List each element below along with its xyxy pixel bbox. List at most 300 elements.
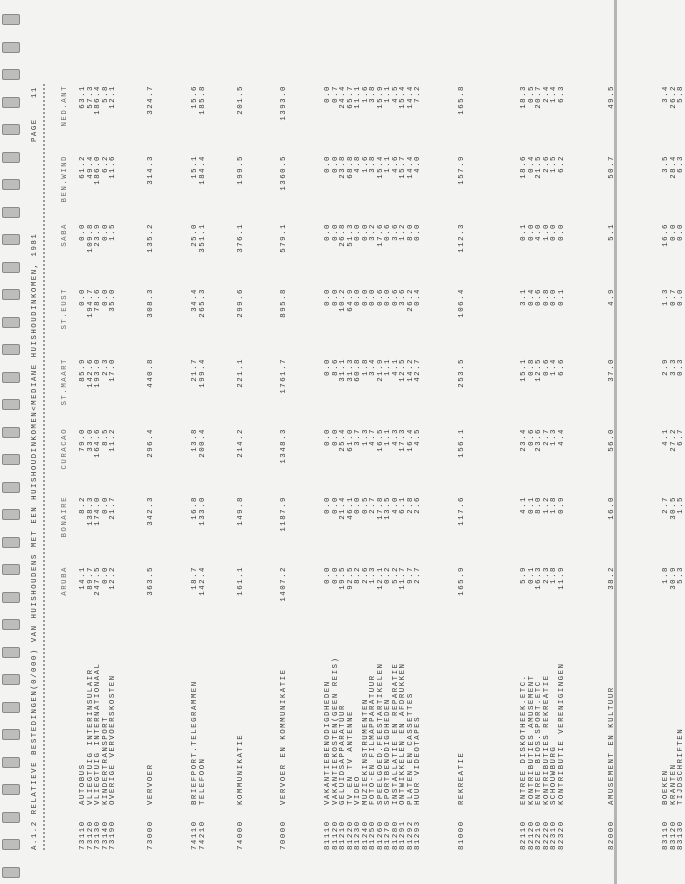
cell-value: 4.5 (414, 428, 422, 446)
table-title: A.1.2 RELATIEVE BESTEDINGEN(0/000) VAN HUISHOUDENS MET EEN HUISHOUDINKOMEN<MEDIANE HUISHOUDINKOMEN, 1981 (31, 232, 39, 850)
cell-value: 0.0 (331, 496, 340, 514)
row-label: VERVOER EN KOMMUNIKATIE (280, 668, 288, 805)
row-label: PLATEN EN CASSETTES (406, 692, 415, 805)
cell-value: 92.5 (346, 566, 355, 590)
cell-value: 184.4 (198, 155, 207, 185)
cell-value: 0.0 (79, 288, 87, 306)
row-label: BRIEFPORT.TELEGRAMMEN (191, 680, 199, 805)
cell-value: 27.2 (669, 428, 678, 452)
row-code: 83130 (677, 820, 685, 850)
cell-value: 6.3 (677, 155, 685, 173)
cell-value: 0.0 (331, 288, 340, 306)
cell-value: 193.0 (94, 358, 102, 388)
cell-value: 0.2 (384, 566, 392, 584)
cell-value: 199.4 (198, 358, 207, 388)
cell-value: 14.2 (406, 358, 415, 382)
cell-value: 11.6 (109, 155, 117, 179)
cell-value: 16.4 (406, 428, 415, 452)
row-code: 82110 (520, 820, 528, 850)
cell-value: 3.7 (354, 428, 362, 446)
cell-value: 6.2 (101, 155, 110, 173)
row-label: GELUIDSAPPARATUUR (339, 704, 347, 805)
row-label: KRANTEN (669, 763, 678, 805)
cell-value: 579.1 (280, 223, 288, 253)
row-code: 81000 (458, 820, 466, 850)
cell-value: 0.1 (527, 566, 536, 584)
cell-value: 1.1 (384, 85, 392, 103)
cell-value: 2.6 (542, 155, 551, 173)
cell-value: 1.1 (384, 155, 392, 173)
row-label: VAKANTIEBENODIGDHEDEN (324, 680, 332, 805)
cell-value: 26.2 (669, 85, 678, 109)
cell-value: 2.7 (542, 428, 551, 446)
cell-value: 106.4 (458, 288, 466, 318)
column-header: ST.MAART (61, 358, 69, 406)
row-code: 82000 (608, 820, 616, 850)
cell-value: 3.5 (662, 155, 670, 173)
cell-value: 5.8 (677, 85, 685, 103)
cell-value: 61.2 (79, 155, 87, 179)
cell-value: 15.4 (399, 85, 407, 109)
cell-value: 8.0 (535, 496, 543, 514)
cell-value: 221.1 (237, 358, 245, 388)
cell-value: 0.0 (550, 223, 558, 241)
cell-value: 3.8 (369, 85, 377, 103)
cell-value: 17.0 (109, 358, 117, 382)
cell-value: 34.4 (191, 288, 199, 312)
cell-value: 0.0 (324, 496, 332, 514)
cell-value: 165.9 (458, 566, 466, 596)
cell-value: 23.4 (520, 428, 528, 452)
cell-value: 2.3 (101, 358, 110, 376)
cell-value: 200.4 (198, 428, 207, 458)
cell-value: 1360.5 (280, 155, 288, 191)
cell-value: 25.4 (339, 428, 347, 452)
row-label: BOEKEN (662, 769, 670, 805)
cell-value: 0.6 (376, 288, 385, 306)
cell-value: 49.4 (86, 155, 95, 179)
cell-value: 50.7 (608, 155, 616, 179)
cell-value: 0.0 (101, 288, 110, 306)
cell-value: 156.1 (458, 428, 466, 458)
cell-value: 3.2 (369, 223, 377, 241)
column-header: NED.ANT (61, 85, 69, 127)
row-label: SPORTBENODIGDHEDEN (384, 698, 392, 805)
cell-value: 0.0 (677, 223, 685, 241)
cell-value: 2.3 (542, 566, 551, 584)
cell-value: 0.0 (324, 85, 332, 103)
cell-value: 25.0 (191, 223, 199, 247)
cell-value: 247.5 (94, 566, 102, 596)
row-code: 81280 (391, 820, 400, 850)
cell-value: 0.0 (527, 223, 536, 241)
cell-value: 56.0 (608, 428, 616, 452)
cell-value: 12.5 (535, 358, 543, 382)
cell-value: 1.3 (662, 288, 670, 306)
cell-value: 21.7 (191, 358, 199, 382)
cell-value: 0.0 (354, 496, 362, 514)
row-label: ONTWIKKELEN EN AFDRUKKEN (399, 662, 407, 805)
cell-value: 0.0 (324, 155, 332, 173)
cell-value: 1.3 (550, 428, 558, 446)
cell-value: 0.4 (414, 288, 422, 306)
cell-value: 63.1 (79, 85, 87, 109)
row-label: KINDERTRANSPORT (101, 715, 110, 805)
cell-value: 15.9 (376, 85, 385, 109)
cell-value: 117.6 (458, 496, 466, 526)
cell-value: 78.6 (94, 288, 102, 312)
row-code: 74000 (237, 820, 245, 850)
cell-value: 1.5 (109, 223, 117, 241)
cell-value: 0.7 (669, 288, 678, 306)
title-underline (43, 84, 45, 850)
cell-value: 1.3 (361, 428, 370, 446)
cell-value: 3.4 (369, 358, 377, 376)
cell-value: 15.4 (376, 155, 385, 179)
cell-value: 15.7 (399, 155, 407, 179)
row-code: 81110 (324, 820, 332, 850)
row-label: REKREATIE (458, 751, 466, 805)
cell-value: 265.3 (198, 288, 207, 318)
cell-value: 0.8 (542, 288, 551, 306)
cell-value: 142.4 (198, 566, 207, 596)
row-label: VAKANTIEKOSTEN(GEEN REIS) (331, 656, 340, 805)
cell-value: 0.0 (354, 223, 362, 241)
cell-value: 3.3 (669, 358, 678, 376)
cell-value: 0.0 (361, 223, 370, 241)
cell-value: 1.3 (369, 566, 377, 584)
cell-value: 0.1 (527, 496, 536, 514)
cell-value: 4.1 (520, 496, 528, 514)
cell-value: 4.1 (662, 428, 670, 446)
row-code: 81230 (354, 820, 362, 850)
row-label: TV EN TV ANTENNE (346, 710, 355, 805)
cell-value: 0.0 (324, 428, 332, 446)
cell-value: 135.2 (147, 223, 155, 253)
cell-value: 1393.0 (280, 85, 288, 121)
cell-value: 1.8 (662, 566, 670, 584)
cell-value: 13.8 (191, 428, 199, 452)
cell-value: 68.8 (346, 155, 355, 179)
cell-value: 0.0 (324, 288, 332, 306)
cell-value: 1.8 (550, 566, 558, 584)
cell-value: 1407.2 (280, 566, 288, 602)
cell-value: 4.7 (369, 428, 377, 446)
cell-value: 1761.7 (280, 358, 288, 394)
cell-value: 2.8 (406, 496, 415, 514)
row-code: 83120 (669, 820, 678, 850)
row-label: TIJDSCHRIFTEN (677, 727, 685, 805)
cell-value: 5.1 (608, 223, 616, 241)
cell-value: 61.0 (346, 428, 355, 452)
cell-value: 51.3 (346, 223, 355, 247)
cell-value: 440.8 (147, 358, 155, 388)
cell-value: 1.2 (542, 496, 551, 514)
row-label: KONTRIBUTIES AMUSEMENT (527, 674, 536, 805)
cell-value: 0.0 (331, 155, 340, 173)
cell-value: 17.8 (376, 496, 385, 520)
cell-value: 0.3 (677, 358, 685, 376)
row-label: OVERIGE VERVOERSKOSTEN (109, 674, 117, 805)
cell-value: 31.3 (346, 358, 355, 382)
row-code: 81120 (331, 820, 340, 850)
cell-value: 11.2 (109, 428, 117, 452)
cell-value: 16.6 (662, 223, 670, 247)
column-header: BONAIRE (61, 496, 69, 538)
page-label: PAGE (31, 118, 39, 142)
cell-value: 65.7 (346, 85, 355, 109)
cell-value: 12.2 (109, 566, 117, 590)
cell-value: 7.2 (414, 85, 422, 103)
cell-value: 15.1 (191, 155, 199, 179)
cell-value: 6.6 (557, 358, 566, 376)
cell-value: 324.7 (147, 85, 155, 115)
row-code: 81260 (376, 820, 385, 850)
row-label: ENTREE BIOS.SPORT.ETC (535, 680, 543, 805)
cell-value: 14.1 (79, 566, 87, 590)
row-code: 74110 (191, 820, 199, 850)
column-header: BEN.WIND (61, 155, 69, 203)
cell-value: 12.5 (399, 358, 407, 382)
cell-value: 0.0 (354, 288, 362, 306)
row-code: 82320 (557, 820, 566, 850)
cell-value: 895.8 (280, 288, 288, 318)
cell-value: 8.0 (406, 223, 415, 241)
row-code: 81250 (369, 820, 377, 850)
row-label: VERVOER (147, 763, 155, 805)
column-header: ARUBA (61, 566, 69, 596)
cell-value: 4.0 (535, 223, 543, 241)
cell-value: 0.0 (331, 566, 340, 584)
cell-value: 1.6 (361, 85, 370, 103)
row-label: AUTOBUS (79, 763, 87, 805)
cell-value: 0.0 (101, 223, 110, 241)
cell-value: 174.0 (94, 496, 102, 526)
cell-value: 23.9 (94, 223, 102, 247)
cell-value: 314.3 (147, 155, 155, 185)
cell-value: 201.5 (237, 85, 245, 115)
cell-value: 0.0 (669, 223, 678, 241)
row-code: 81292 (406, 820, 415, 850)
cell-value: 21.7 (109, 496, 117, 520)
cell-value: 85.9 (79, 358, 87, 382)
cell-value: 18.7 (191, 566, 199, 590)
row-label: VLIEGTUIG INTERNATIONAAL (94, 662, 102, 805)
cell-value: 3.6 (399, 288, 407, 306)
column-header: CURACAO (61, 428, 69, 470)
cell-value: 194.7 (86, 288, 95, 318)
cell-value: 4.0 (391, 496, 400, 514)
cell-value: 8.6 (331, 358, 340, 376)
cell-value: 5.9 (520, 566, 528, 584)
row-label: MUZIEKINSTRUMENTEN (361, 698, 370, 805)
cell-value: 0.0 (324, 358, 332, 376)
row-code: 73000 (147, 820, 155, 850)
cell-value: 253.5 (458, 358, 466, 388)
cell-value: 6.1 (399, 496, 407, 514)
cell-value: 21.4 (339, 496, 347, 520)
cell-value: 0.5 (361, 496, 370, 514)
cell-value: 5.3 (677, 566, 685, 584)
cell-value: 15.1 (520, 358, 528, 382)
cell-value: 13.5 (384, 496, 392, 520)
cell-value: 16.5 (376, 428, 385, 452)
cell-value: 16.0 (608, 496, 616, 520)
cell-value: 4.8 (354, 155, 362, 173)
cell-value: 138.3 (86, 496, 95, 526)
cell-value: 0.0 (361, 288, 370, 306)
row-label: ENTREE DISKOTHEEK.ETC. (520, 674, 528, 805)
cell-value: 6.7 (677, 428, 685, 446)
cell-value: 4.5 (391, 85, 400, 103)
cell-value: 33.0 (86, 428, 95, 452)
cell-value: 79.0 (79, 428, 87, 452)
row-code: 81270 (384, 820, 392, 850)
cell-value: 149.8 (237, 496, 245, 526)
cell-value: 30.5 (669, 496, 678, 520)
row-label: KONTRIBUTIES REKREATIE (542, 674, 551, 805)
cell-value: 4.3 (391, 428, 400, 446)
cell-value: 0.0 (101, 496, 110, 514)
cell-value: 16.3 (535, 566, 543, 590)
row-code: 74210 (198, 820, 207, 850)
cell-value: 0.6 (391, 288, 400, 306)
page-number: 11 (31, 86, 39, 98)
row-code: 83110 (662, 820, 670, 850)
cell-value: 8.2 (79, 496, 87, 514)
cell-value: 6.3 (557, 85, 566, 103)
cell-value: 89.7 (86, 566, 95, 590)
cell-value: 0.0 (101, 566, 110, 584)
cell-value: 12.1 (376, 566, 385, 590)
cell-value: 24.4 (339, 85, 347, 109)
cell-value: 2.7 (662, 496, 670, 514)
cell-value: 2.6 (414, 496, 422, 514)
cell-value: 214.2 (237, 428, 245, 458)
cell-value: 30.9 (669, 566, 678, 590)
cell-value: 11.7 (399, 566, 407, 590)
cell-value: 0.0 (384, 288, 392, 306)
cell-value: 1.5 (677, 496, 685, 514)
cell-value: 2.7 (414, 566, 422, 584)
cell-value: 376.1 (237, 223, 245, 253)
cell-value: 1.0 (542, 223, 551, 241)
cell-value: 18.3 (520, 85, 528, 109)
cell-value: 299.6 (237, 288, 245, 318)
cell-value: 161.1 (237, 566, 245, 596)
cell-value: 17.3 (399, 428, 407, 452)
cell-value: 133.0 (198, 496, 207, 526)
cell-value: 1.1 (384, 358, 392, 376)
cell-value: 18.6 (520, 155, 528, 179)
row-code: 73190 (109, 820, 117, 850)
cell-value: 46.1 (346, 496, 355, 520)
row-label: FOTO-EN FILMAPPARATUUR (369, 674, 377, 805)
row-label: HUUR VIDEOTAPES (414, 715, 422, 805)
cell-value: 4.1 (391, 358, 400, 376)
row-label: AMUSEMENT EN KULTUUR (608, 686, 616, 805)
row-code: 82220 (542, 820, 551, 850)
cell-value: 2.4 (542, 85, 551, 103)
cell-value: 0.7 (331, 85, 340, 103)
cell-value: 0.5 (527, 85, 536, 103)
cell-value: 186.0 (94, 155, 102, 185)
cell-value: 185.8 (198, 85, 207, 115)
cell-value: 296.4 (147, 428, 155, 458)
row-label: SPEELGOED.FEESTARTIKELEN (376, 662, 385, 805)
cell-value: 1348.3 (280, 428, 288, 464)
cell-value: 0.0 (369, 288, 377, 306)
cell-value: 342.3 (147, 496, 155, 526)
column-header: ST.EUST (61, 288, 69, 330)
cell-value: 38.2 (608, 566, 616, 590)
cell-value: 109.8 (86, 223, 95, 253)
cell-value: 0.0 (324, 223, 332, 241)
cell-value: 3.8 (369, 155, 377, 173)
cell-value: 0.0 (324, 566, 332, 584)
cell-value: 0.0 (331, 223, 340, 241)
column-header: SABA (61, 223, 69, 247)
cell-value: 2.6 (361, 566, 370, 584)
cell-value: 165.8 (458, 85, 466, 115)
cell-value: 199.5 (237, 155, 245, 185)
cell-value: 57.3 (86, 85, 95, 109)
cell-value: 0.1 (557, 288, 566, 306)
cell-value: 3.1 (520, 288, 528, 306)
cell-value: 1.5 (550, 155, 558, 173)
cell-value: 5.2 (391, 566, 400, 584)
cell-value: 1.2 (399, 223, 407, 241)
cell-value: 0.6 (384, 223, 392, 241)
cell-value: 20.7 (535, 85, 543, 109)
cell-value: 308.3 (147, 288, 155, 318)
cell-value: 0.9 (557, 496, 566, 514)
cell-value: 17.6 (376, 223, 385, 247)
cell-value: 0.0 (331, 428, 340, 446)
cell-value: 26.2 (406, 288, 415, 312)
cell-value: 3.6 (391, 223, 400, 241)
cell-value: 112.3 (458, 223, 466, 253)
cell-value: 21.9 (376, 358, 385, 382)
cell-value: 2.7 (369, 496, 377, 514)
row-code: 81210 (339, 820, 347, 850)
cell-value: 2.9 (662, 358, 670, 376)
cell-value: 4.0 (414, 155, 422, 173)
cell-value: 10.2 (339, 288, 347, 312)
cell-value: 1.4 (550, 358, 558, 376)
cell-value: 12.1 (109, 85, 117, 109)
cell-value: 0.4 (527, 288, 536, 306)
cell-value: 8.2 (354, 566, 362, 584)
cell-value: 60.8 (354, 358, 362, 382)
row-label: TELEFOON (198, 757, 207, 805)
cell-value: 31.1 (339, 358, 347, 382)
cell-value: 6.2 (557, 155, 566, 173)
row-code: 73130 (94, 820, 102, 850)
cell-value: 0.0 (550, 288, 558, 306)
row-code: 70000 (280, 820, 288, 850)
cell-value: 42.7 (414, 358, 422, 382)
cell-value: 157.9 (458, 155, 466, 185)
cell-value: 15.6 (191, 85, 199, 109)
cell-value: 0.8 (527, 358, 536, 376)
row-label: SCHOUWBURG (550, 745, 558, 805)
cell-value: 16.8 (191, 496, 199, 520)
cell-value: 4.9 (608, 288, 616, 306)
row-code: 73120 (86, 820, 95, 850)
cell-value: 351.1 (198, 223, 207, 253)
row-code: 82210 (535, 820, 543, 850)
